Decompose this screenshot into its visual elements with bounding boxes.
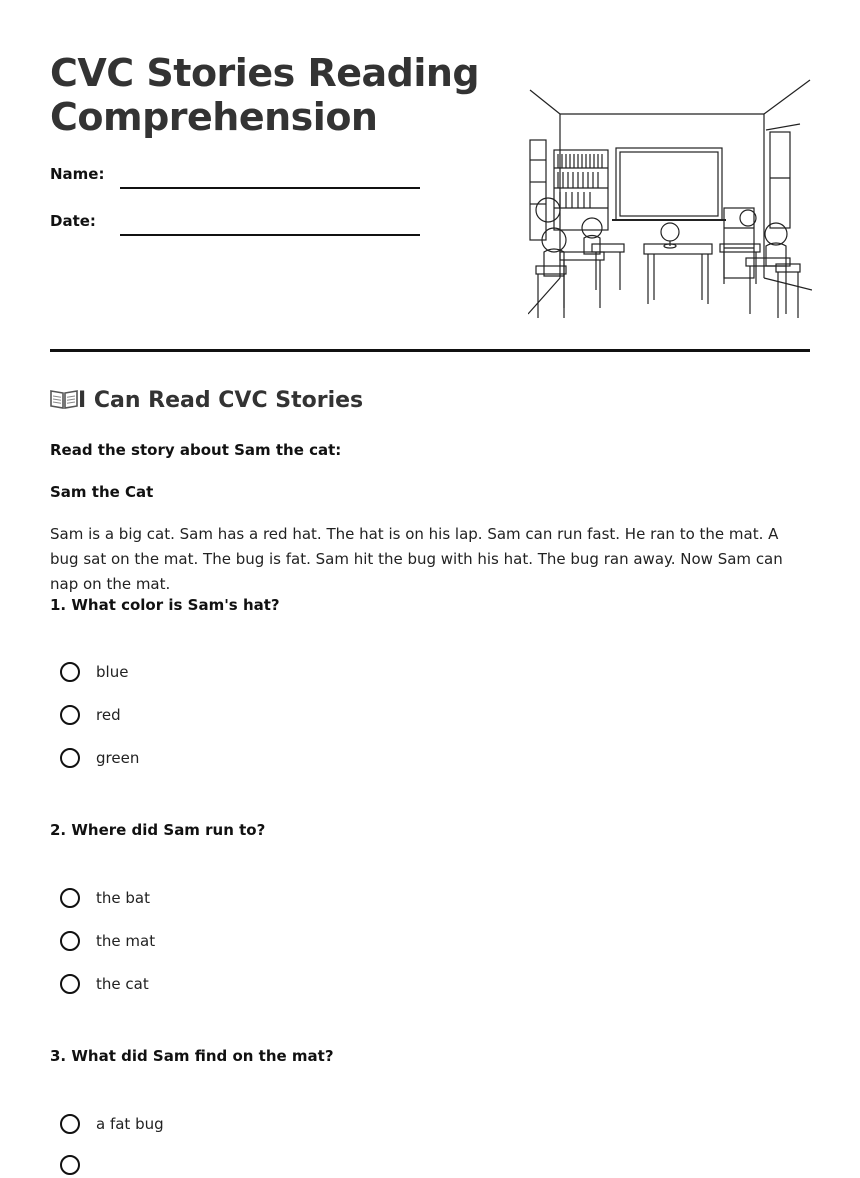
radio-button[interactable] <box>60 662 80 682</box>
instructions: Read the story about Sam the cat: <box>50 441 342 459</box>
q2-option-mat[interactable] <box>60 928 155 954</box>
q2-option-cat[interactable] <box>60 971 149 997</box>
story-text: Sam is a big cat. Sam has a red hat. The hat is on his lap. Sam can run fast. He ran to the mat. A bug sat on the mat. The bug is fat. Sam hit the bug with his hat. The bug ran away. Now Sam can nap on the mat. <box>50 525 783 593</box>
radio-button[interactable] <box>60 1114 80 1134</box>
name-label: Name: <box>50 165 105 183</box>
section-title-text: I Can Read CVC Stories <box>78 388 364 413</box>
q1-option-blue[interactable] <box>60 659 128 685</box>
question-2: 2. Where did Sam run to? <box>50 821 266 839</box>
option-label: red <box>96 706 121 724</box>
section-title <box>50 388 363 413</box>
radio-button[interactable] <box>60 888 80 908</box>
radio-button[interactable] <box>60 931 80 951</box>
date-field[interactable] <box>120 234 420 236</box>
date-label: Date: <box>50 212 96 230</box>
option-label: the cat <box>96 975 149 993</box>
q1-option-red[interactable] <box>60 702 121 728</box>
q1-option-green[interactable] <box>60 745 139 771</box>
option-label: a fat bug <box>96 1115 164 1133</box>
q3-option-partial[interactable] <box>60 1152 80 1178</box>
radio-button[interactable] <box>60 748 80 768</box>
question-3: 3. What did Sam find on the mat? <box>50 1047 334 1065</box>
q2-option-bat[interactable] <box>60 885 150 911</box>
question-1: 1. What color is Sam's hat? <box>50 596 280 614</box>
open-book-icon <box>50 388 78 410</box>
classroom-illustration <box>528 78 812 324</box>
name-field[interactable] <box>120 187 420 189</box>
radio-button[interactable] <box>60 974 80 994</box>
option-label: the bat <box>96 889 150 907</box>
option-label: the mat <box>96 932 156 950</box>
q3-option-fat-bug[interactable] <box>60 1111 164 1137</box>
page-title: CVC Stories Reading Comprehension <box>50 51 480 139</box>
story-title: Sam the Cat <box>50 483 154 501</box>
radio-button[interactable] <box>60 705 80 725</box>
option-label: blue <box>96 663 129 681</box>
header-divider <box>50 349 810 352</box>
radio-button[interactable] <box>60 1155 80 1175</box>
option-label: green <box>96 749 140 767</box>
